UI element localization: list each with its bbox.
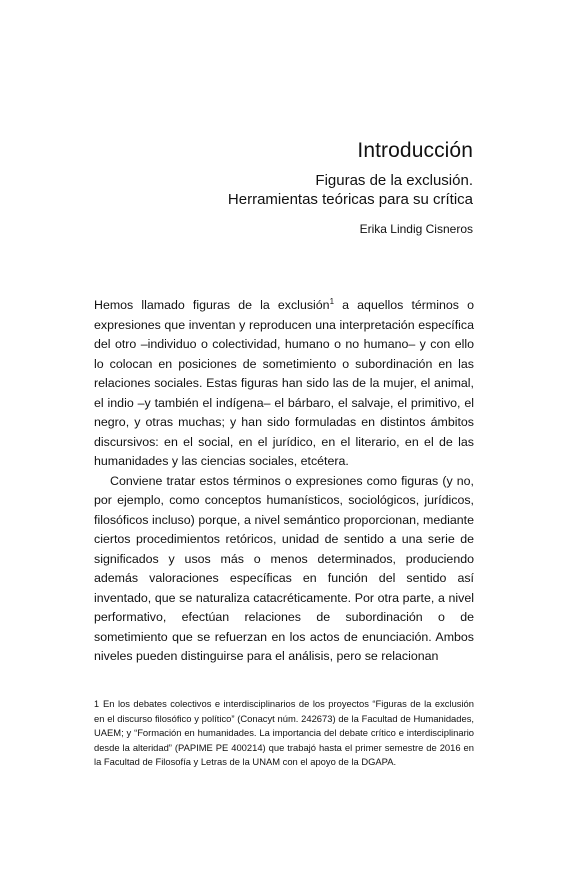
chapter-subtitle-line-2: Herramientas teóricas para su crítica <box>227 191 473 208</box>
footnote-mark: 1 <box>94 699 100 709</box>
paragraph-2: Conviene tratar estos términos o expresiones como figuras (y no, por ejemplo, como conceptos humanísticos, sociológicos, jurídicos, filosóficos incluso) porque, a nivel semántico proporcionan, mediante ciertos procedimientos retóricos, unidad de sentido a una serie de significados y usos más o menos determinados, produciendo además valoraciones específicas en función del sentido así inventado, que se naturaliza catacréticamente. Por otra parte, a nivel performativo, efectúan relaciones de subordinación o de sometimiento que se refuerzan en los actos de enunciación. Ambos niveles pueden distinguirse para el análisis, pero se relacionan <box>94 473 474 663</box>
chapter-subtitle-line-1: Figuras de la exclusión. <box>315 172 473 189</box>
chapter-author: Erika Lindig Cisneros <box>359 222 473 236</box>
body-text <box>94 296 474 667</box>
paragraph-1-start: Hemos llamado figuras de la exclusión <box>94 298 330 312</box>
footnote-reference[interactable]: 1 <box>329 296 335 306</box>
footnote <box>94 697 474 770</box>
paragraph-1-rest: a aquellos términos o expresiones que inventan y reproducen una interpretación específica del otro –individuo o colectividad, humano o no humano– y con ello lo colocan en posiciones de sometimiento o subordinación en las relaciones sociales. Estas figuras han sido las de la mujer, el animal, el indio –y también el indígena– el bárbaro, el salvaje, el primitivo, el negro, y otras muchas; y han sido formuladas en distintos ámbitos discursivos: en el social, en el jurídico, en el literario, en el de las humanidades y las ciencias sociales, etcétera. <box>94 298 474 468</box>
chapter-heading <box>228 138 473 209</box>
paragraph-1 <box>94 296 474 472</box>
footnote-text: En los debates colectivos e interdisciplinarios de los proyectos “Figuras de la exclusión en el discurso filosófico y político” (Conacyt núm. 242673) de la Facultad de Humanidades, UAEM; y “Formación en humanidades. La importancia del debate crítico e interdisciplinario desde la alteridad” (PAPIME PE 400214) que trabajó hasta el primer semestre de 2016 en la Facultad de Filosofía y Letras de la UNAM con el apoyo de la DGAPA. <box>94 698 474 767</box>
chapter-title: Introducción <box>357 139 473 162</box>
